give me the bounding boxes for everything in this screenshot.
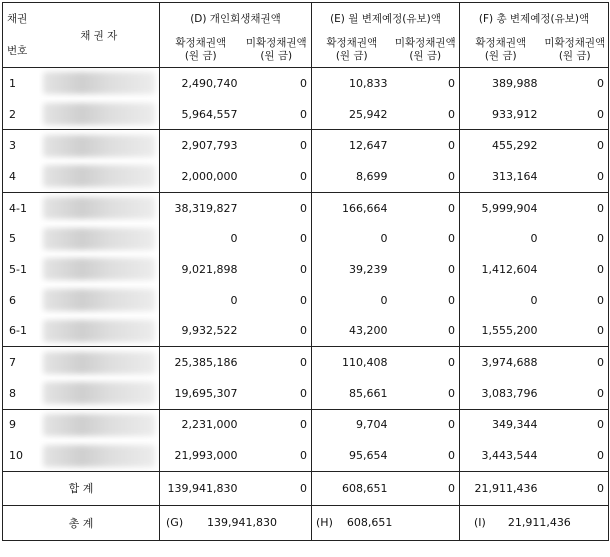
e-unconfirmed: 0 — [392, 440, 460, 471]
f-unconfirmed-principal: (원 금) — [558, 50, 591, 62]
grand-label: 총 계 — [3, 505, 160, 540]
f-confirmed: 3,974,688 — [481, 356, 538, 370]
f-confirmed: 0 — [530, 232, 538, 246]
f-confirmed: 0 — [530, 293, 538, 307]
f-confirmed: 3,443,544 — [481, 449, 538, 463]
creditor-name — [39, 378, 160, 409]
e-unconfirmed-header — [392, 33, 460, 68]
row-number: 5-1 — [9, 262, 27, 276]
creditor-table — [2, 2, 609, 541]
f-unconfirmed: 0 — [597, 107, 604, 121]
f-unconfirmed-header — [542, 33, 609, 68]
e-unconfirmed: 0 — [392, 161, 460, 192]
d-unconfirmed: 0 — [242, 347, 312, 378]
e-confirmed: 8,699 — [356, 169, 388, 183]
d-unconfirmed: 0 — [242, 440, 312, 471]
e-unconfirmed: 0 — [392, 347, 460, 378]
e-unconfirmed: 0 — [392, 378, 460, 409]
table-row — [3, 440, 609, 471]
d-unconfirmed: 0 — [242, 285, 312, 316]
total-f2: 0 — [597, 481, 604, 495]
f-confirmed: 3,083,796 — [481, 386, 538, 400]
f-unconfirmed: 0 — [597, 232, 604, 246]
creditor-name — [39, 316, 160, 347]
row-number: 1 — [9, 76, 16, 90]
row-number: 2 — [9, 107, 16, 121]
f-unconfirmed: 0 — [597, 262, 604, 276]
table-row — [3, 316, 609, 347]
redacted-name — [43, 228, 156, 250]
header-row-groups — [3, 3, 609, 34]
f-unconfirmed-label: 미확정채권액 — [544, 37, 606, 49]
e-unconfirmed: 0 — [392, 130, 460, 161]
d-confirmed-header — [160, 33, 242, 68]
row-number: 9 — [9, 418, 16, 432]
creditor-name — [39, 285, 160, 316]
table-row — [3, 68, 609, 99]
e-confirmed: 25,942 — [349, 107, 388, 121]
e-confirmed: 166,664 — [342, 201, 388, 215]
e-confirmed: 39,239 — [349, 262, 388, 276]
creditor-name — [39, 254, 160, 285]
row-number: 5 — [9, 232, 16, 246]
e-confirmed: 85,661 — [349, 386, 388, 400]
f-unconfirmed: 0 — [597, 386, 604, 400]
e-confirmed-label: 확정채권액 — [326, 37, 378, 49]
e-confirmed: 12,647 — [349, 139, 388, 153]
f-unconfirmed: 0 — [597, 356, 604, 370]
redacted-name — [43, 103, 156, 125]
d-confirmed: 9,021,898 — [181, 262, 238, 276]
e-confirmed: 95,654 — [349, 449, 388, 463]
e-unconfirmed: 0 — [392, 285, 460, 316]
d-confirmed: 2,490,740 — [181, 76, 238, 90]
d-unconfirmed: 0 — [242, 316, 312, 347]
f-unconfirmed: 0 — [597, 169, 604, 183]
f-confirmed: 349,344 — [492, 418, 538, 432]
e-confirmed: 9,704 — [356, 418, 388, 432]
f-confirmed: 389,988 — [492, 76, 538, 90]
d-confirmed: 5,964,557 — [181, 107, 238, 121]
redacted-name — [43, 320, 156, 342]
row-number: 4-1 — [9, 201, 27, 215]
f-confirmed: 933,912 — [492, 107, 538, 121]
d-confirmed: 19,695,307 — [174, 386, 238, 400]
e-unconfirmed: 0 — [392, 68, 460, 99]
grand-g-cell — [160, 505, 312, 540]
redacted-name — [43, 258, 156, 280]
creditor-table-document — [2, 2, 608, 553]
redacted-name — [43, 414, 156, 436]
d-unconfirmed-label: 미확정채권액 — [245, 37, 307, 49]
redacted-name — [43, 72, 156, 94]
e-confirmed: 0 — [380, 293, 388, 307]
table-row — [3, 130, 609, 161]
grand-h-tag: (H) — [316, 516, 333, 530]
creditor-label: 채 권 자 — [39, 3, 160, 68]
table-row — [3, 192, 609, 223]
total-f: 21,911,436 — [474, 481, 538, 495]
d-unconfirmed: 0 — [242, 192, 312, 223]
f-confirmed-header — [460, 33, 542, 68]
total-e: 608,651 — [342, 481, 388, 495]
row-number: 7 — [9, 356, 16, 370]
row-number: 4 — [9, 169, 16, 183]
grand-i-tag: (I) — [474, 516, 486, 530]
e-confirmed: 110,408 — [342, 356, 388, 370]
grand-g-value: 139,941,830 — [207, 516, 277, 530]
d-unconfirmed-header — [242, 33, 312, 68]
total-row — [3, 471, 609, 505]
redacted-name — [43, 135, 156, 157]
e-unconfirmed: 0 — [392, 316, 460, 347]
grand-total-row — [3, 505, 609, 540]
creditor-name — [39, 68, 160, 99]
group-d-label: (D) 개인회생채권액 — [160, 3, 312, 34]
e-unconfirmed: 0 — [392, 223, 460, 254]
table-row — [3, 409, 609, 440]
e-unconfirmed-principal: (원 금) — [409, 50, 442, 62]
total-d: 139,941,830 — [167, 481, 238, 495]
d-unconfirmed: 0 — [242, 161, 312, 192]
table-row — [3, 347, 609, 378]
e-unconfirmed-label: 미확정채권액 — [394, 37, 456, 49]
row-number: 3 — [9, 139, 16, 153]
table-row — [3, 285, 609, 316]
redacted-name — [43, 289, 156, 311]
d-unconfirmed: 0 — [242, 99, 312, 130]
group-f-label: (F) 총 변제예정(유보)액 — [478, 12, 590, 25]
d-confirmed: 25,385,186 — [174, 356, 238, 370]
row-number: 8 — [9, 386, 16, 400]
grand-g-tag: (G) — [166, 516, 184, 530]
f-confirmed-label: 확정채권액 — [475, 37, 527, 49]
group-e-label: (E) 월 변제예정(유보)액 — [312, 3, 460, 34]
e-unconfirmed: 0 — [392, 99, 460, 130]
e-unconfirmed: 0 — [392, 409, 460, 440]
grand-i-value: 21,911,436 — [507, 516, 571, 530]
f-confirmed: 1,412,604 — [481, 262, 538, 276]
e-confirmed: 43,200 — [349, 324, 388, 338]
grand-i-cell — [460, 505, 609, 540]
f-unconfirmed: 0 — [597, 76, 604, 90]
grand-h-value: 608,651 — [346, 516, 393, 530]
d-confirmed-label: 확정채권액 — [175, 37, 227, 49]
total-d2: 0 — [242, 471, 312, 505]
d-confirmed: 2,907,793 — [181, 139, 238, 153]
creditor-name — [39, 99, 160, 130]
d-unconfirmed: 0 — [242, 68, 312, 99]
creditor-name — [39, 192, 160, 223]
redacted-name — [43, 165, 156, 187]
e-unconfirmed: 0 — [392, 254, 460, 285]
creditor-name — [39, 130, 160, 161]
creditor-name — [39, 409, 160, 440]
table-row — [3, 99, 609, 130]
f-unconfirmed: 0 — [597, 293, 604, 307]
e-unconfirmed: 0 — [392, 192, 460, 223]
d-unconfirmed: 0 — [242, 378, 312, 409]
d-confirmed: 2,231,000 — [181, 418, 238, 432]
f-unconfirmed: 0 — [597, 418, 604, 432]
f-confirmed: 1,555,200 — [481, 324, 538, 338]
d-unconfirmed: 0 — [242, 223, 312, 254]
f-principal-label: (원 금) — [484, 50, 517, 62]
d-confirmed: 38,319,827 — [174, 201, 238, 215]
f-unconfirmed: 0 — [597, 139, 604, 153]
d-principal-label: (원 금) — [184, 50, 217, 62]
f-confirmed: 455,292 — [492, 139, 538, 153]
table-row — [3, 223, 609, 254]
d-confirmed: 0 — [230, 293, 238, 307]
creditor-name — [39, 347, 160, 378]
e-confirmed: 0 — [380, 232, 388, 246]
d-unconfirmed: 0 — [242, 130, 312, 161]
grand-h-cell — [312, 505, 460, 540]
f-unconfirmed: 0 — [597, 449, 604, 463]
d-confirmed: 0 — [230, 232, 238, 246]
d-confirmed: 2,000,000 — [181, 169, 238, 183]
no-label-top: 채권 — [7, 12, 28, 25]
d-unconfirmed: 0 — [242, 254, 312, 285]
d-confirmed: 21,993,000 — [174, 449, 238, 463]
e-principal-label: (원 금) — [335, 50, 368, 62]
d-confirmed: 9,932,522 — [181, 324, 238, 338]
table-row — [3, 254, 609, 285]
redacted-name — [43, 197, 156, 219]
f-confirmed: 5,999,904 — [481, 201, 538, 215]
redacted-name — [43, 445, 156, 467]
e-confirmed-header — [312, 33, 392, 68]
f-unconfirmed: 0 — [597, 201, 604, 215]
creditor-name — [39, 440, 160, 471]
table-row — [3, 161, 609, 192]
f-confirmed: 313,164 — [492, 169, 538, 183]
f-unconfirmed: 0 — [597, 324, 604, 338]
row-number: 6 — [9, 293, 16, 307]
e-confirmed: 10,833 — [349, 76, 388, 90]
creditor-name — [39, 161, 160, 192]
creditor-name — [39, 223, 160, 254]
row-number: 6-1 — [9, 324, 27, 338]
row-number: 10 — [9, 449, 23, 463]
redacted-name — [43, 352, 156, 374]
redacted-name — [43, 382, 156, 404]
total-e2: 0 — [392, 471, 460, 505]
total-label: 합 계 — [3, 471, 160, 505]
no-label-bottom: 번호 — [7, 44, 28, 57]
table-row — [3, 378, 609, 409]
d-unconfirmed: 0 — [242, 409, 312, 440]
d-unconfirmed-principal: (원 금) — [260, 50, 293, 62]
